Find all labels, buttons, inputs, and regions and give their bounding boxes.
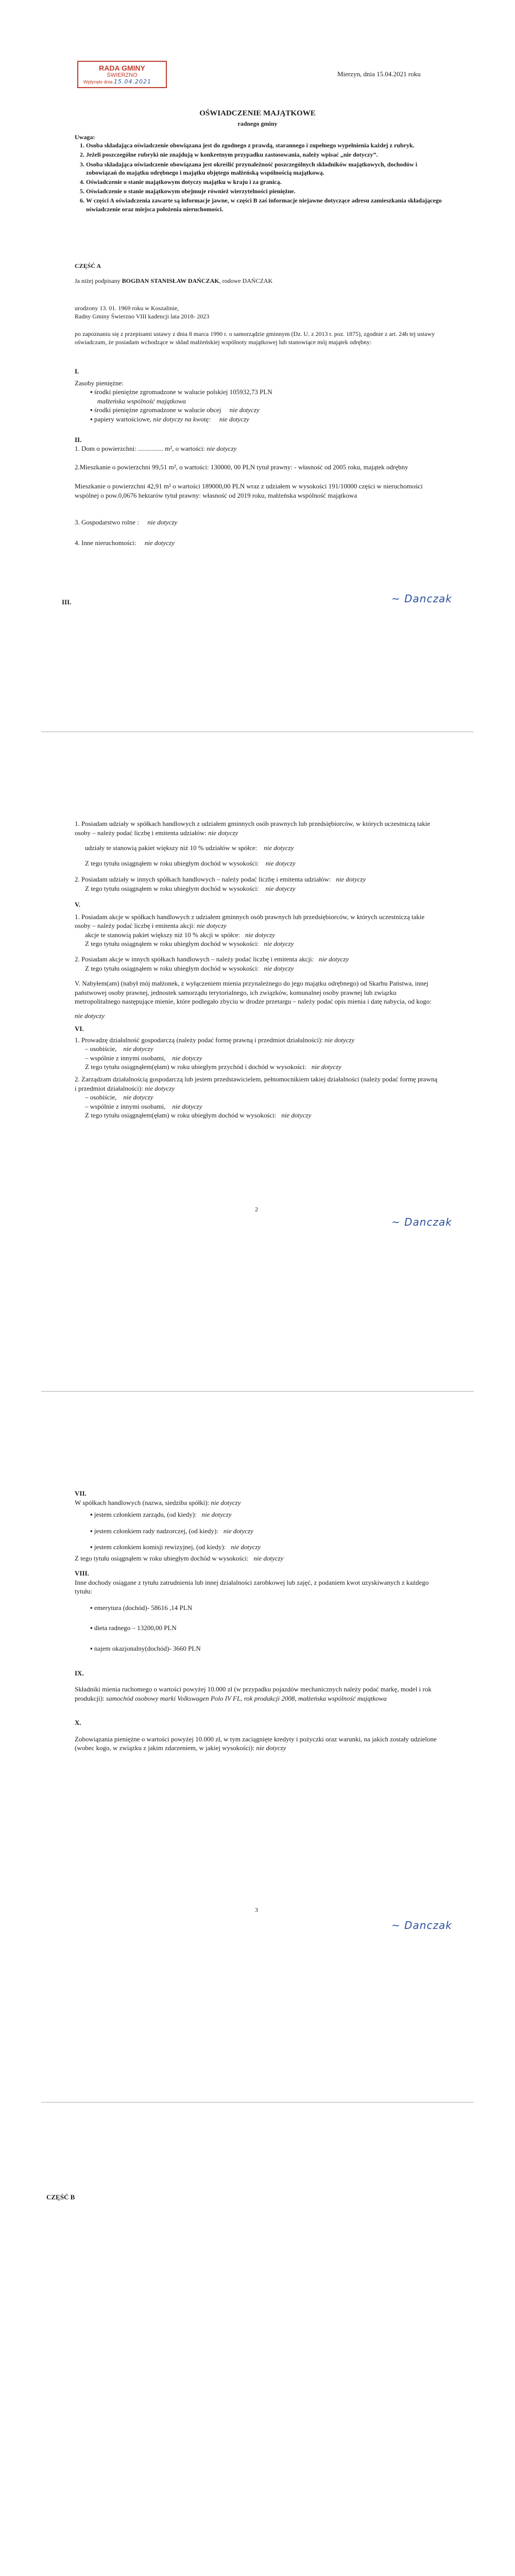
born-line: urodzony 13. 01. 1969 roku w Koszalinie,	[75, 304, 179, 312]
official-stamp	[77, 61, 167, 88]
stamp-received-label: Wpłynęło dnia	[83, 79, 113, 84]
page-number: 3	[255, 1906, 258, 1913]
cash-pln-item: ▪ środki pieniężne zgromadzone w walucie polskiej 105932,73 PLN	[90, 388, 272, 396]
farm-line: 3. Gospodarstwo rolne : nie dotyczy	[75, 518, 178, 526]
signature: ~ Danczak	[391, 1919, 452, 1931]
house-line: 1. Dom o powierzchni: ............... m², o wartości: nie dotyczy	[75, 445, 237, 452]
declarant-name: BOGDAN STANISŁAW DAŃCZAK	[122, 277, 219, 284]
stamp-subtitle: ŚWIERZNO	[107, 72, 138, 78]
signature: ~ Danczak	[391, 592, 452, 605]
uwaga-item: 6. W części A oświadczenia zawarte są informacje jawne, w części B zaś informacje niejawne dotyczące adresu zamieszkania składającego oświadczenie oraz miejsca położenia nieruchomości.	[86, 196, 445, 213]
signature: ~ Danczak	[391, 1216, 452, 1228]
flat-line: 2.Mieszkanie o powierzchni 99,51 m², o wartości: 130000, 00 PLN tytuł prawny: - własność od 2005 roku, majątek odrębny	[75, 463, 408, 471]
cash-foreign-item: ▪ środki pieniężne zgromadzone w walucie obcej nie dotyczy	[90, 406, 260, 414]
section-1-numeral: I.	[75, 367, 79, 375]
uwagi-block	[75, 133, 445, 214]
cash-pln-note: małżeńska wspólność majątkowa	[97, 397, 186, 405]
section-1-list	[90, 387, 440, 423]
other-property-line: 4. Inne nieruchomości: nie dotyczy	[75, 539, 175, 547]
declarant-line	[75, 277, 445, 285]
stamp-received-date: 15.04.2021	[114, 78, 152, 85]
page-divider	[41, 1391, 474, 1392]
uwaga-item: 1. Osoba składająca oświadczenie obowiązana jest do zgodnego z prawdą, starannego i zupełnego wypełnienia każdej z rubryk.	[86, 141, 445, 149]
stamp-title: RADA GMINY	[99, 64, 145, 72]
securities-item: ▪ papiery wartościowe, nie dotyczy na kwotę: nie dotyczy	[90, 415, 249, 423]
flat2-line: Mieszkanie o powierzchni 42,91 m² o wartości 189000,00 PLN wraz z udziałem w wysokości 191/10000 części w nieruchomości wspólnej o pow.0,0676 hektarów tytuł prawny: własność od 2019 roku, małżeńska wspólność majątkowa	[75, 482, 423, 499]
section-7: VII. W spółkach handlowych (nazwa, siedziba spółki): nie dotyczy ▪ jestem członkiem zarządu, (od kiedy): nie dotyczy ▪ jestem członkiem rady nadzorczej, (od kiedy): nie dotyczy ▪ jestem członkiem komisji rewizyjnej, (od kiedy): nie dotyczy Z tego tytułu osiągnąłem w roku ubiegłym dochód w wysokości: nie dotyczy VIII. Inne dochody osiągane z tytułu zatrudnienia lub innej działalności zarobkowej lub zajęć, z podaniem kwot uzyskiwanych z każdego tytułu: ▪ emerytura (dochód)- 58616 ,14 PLN ▪ dieta radnego – 13200,00 PLN ▪ najem okazjonalny(dochód)- 3660 PLN IX. Składniki mienia ruchomego o wartości powyżej 10.000 zł (w przypadku pojazdów mechanicznych należy podać markę, model i rok produkcji): samochód osobowy marki Volkswagen Polo IV FL, rok produkcji 2008, małżeńska wspólność majątkowa X. Zobowiązania pieniężne o wartości powyżej 10.000 zł, w tym zaciągnięte kredyty i pożyczki oraz warunki, na jakich zostały udzielone (wobec kogo, w związku z jakim zdarzeniem, w jakiej wysokości): nie dotyczy	[75, 1489, 437, 1752]
legal-text: po zapoznaniu się z przepisami ustawy z dnia 8 marca 1990 r. o samorządzie gminnym (Dz. U. z 2013 r. poz. 1875), zgodnie z art. 24h tej ustawy oświadczam, że posiadam wchodzące w skład małżeńskiej wspólnoty majątkowej lub stanowiące mój majątek odrębny:	[75, 330, 435, 346]
section-3-numeral: III.	[62, 598, 72, 606]
header-place-date: Mierzyn, dnia 15.04.2021 roku	[337, 70, 421, 78]
page-divider	[41, 2102, 474, 2103]
uwaga-item: 3. Osoba składająca oświadczenie obowiązana jest określić przynależność poszczególnych składników majątkowych, dochodów i zobowiązań do majątku odrębnego i majątku objętego małżeńską wspólnością majątkową.	[86, 160, 445, 177]
page-number: 2	[255, 1206, 258, 1213]
czesc-b-label: CZĘŚĆ B	[46, 2193, 75, 2201]
uwagi-label: Uwaga:	[75, 133, 95, 141]
section-4: 1. Posiadam udziały w spółkach handlowych z udziałem gminnych osób prawnych lub przedsiębiorców, w których uczestniczą takie osoby – należy podać liczbę i emitenta udziałów: nie dotyczy udziały te stanowią pakiet większy niż 10 % udziałów w spółce: nie dotyczy Z tego tytułu osiągnąłem w roku ubiegłym dochód w wysokości: nie dotyczy 2. Posiadam udziały w innych spółkach handlowych – należy podać liczbę i emitenta udziałów: nie dotyczy Z tego tytułu osiągnąłem w roku ubiegłym dochód w wysokości: nie dotyczy V. 1. Posiadam akcje w spółkach handlowych z udziałem gminnych osób prawnych lub przedsiębiorców, w których uczestniczą takie osoby – należy podać liczbę i emitenta akcji: nie dotyczy akcje te stanowią pakiet większy niż 10 % akcji w spółce: nie dotyczy Z tego tytułu osiągnąłem w roku ubiegłym dochód w wysokości: nie dotyczy 2. Posiadam akcje w innych spółkach handlowych – należy podać liczbę i emitenta akcji: nie dotyczy Z tego tytułu osiągnąłem w roku ubiegłym dochód w wysokości: nie dotyczy V. Nabyłem(am) (nabył mój małżonek, z wyłączeniem mienia przynależnego do jego majątku odrębnego) od Skarbu Państwa, innej państwowej osoby prawnej, jednostek samorządu terytorialnego, ich związków, komunalnej osoby prawnej lub związku metropolitalnego następujące mienie, które podlegało zbyciu w drodze przetargu – należy podać opis mienia i datę nabycia, od kogo: nie dotyczy VI. 1. Prowadzę działalność gospodarczą (należy podać formę prawną i przedmiot działalności): nie dotyczy – osobiście, nie dotyczy – wspólnie z innymi osobami, nie dotyczy Z tego tytułu osiągnąłem(ęłam) w roku ubiegłym przychód i dochód w wysokości: nie dotyczy 2. Zarządzam działalnością gospodarczą lub jestem przedstawicielem, pełnomocnikiem takiej działalności (należy podać formę prawną i przedmiot działalności): nie dotyczy – osobiście, nie dotyczy – wspólnie z innymi osobami, nie dotyczy Z tego tytułu osiągnąłem(ęłam) w roku ubiegłym dochód w wysokości: nie dotyczy	[75, 820, 438, 1120]
uwaga-item: 5. Oświadczenie o stanie majątkowym obejmuje również wierzytelności pieniężne.	[86, 187, 445, 195]
maiden-name: , rodowe DAŃCZAK	[219, 277, 273, 284]
section-1-heading: Zasoby pieniężne:	[75, 379, 124, 387]
document-title: OŚWIADCZENIE MAJĄTKOWE	[199, 109, 316, 117]
uwaga-item: 2. Jeżeli poszczególne rubryki nie znajdują w konkretnym przypadku zastosowania, należy wpisać „nie dotyczy”.	[86, 150, 445, 159]
document-subtitle: radnego gminy	[237, 120, 278, 127]
czesc-a-label: CZĘŚĆ A	[75, 262, 101, 269]
section-2-numeral: II.	[75, 436, 82, 444]
uwaga-item: 4. Oświadczenie o stanie majątkowym dotyczy majątku w kraju i za granicą.	[86, 178, 445, 186]
role-line: Radny Gminy Świerzno VIII kadencji lata 2018- 2023	[75, 313, 210, 320]
intro-prefix: Ja niżej podpisany	[75, 277, 121, 284]
